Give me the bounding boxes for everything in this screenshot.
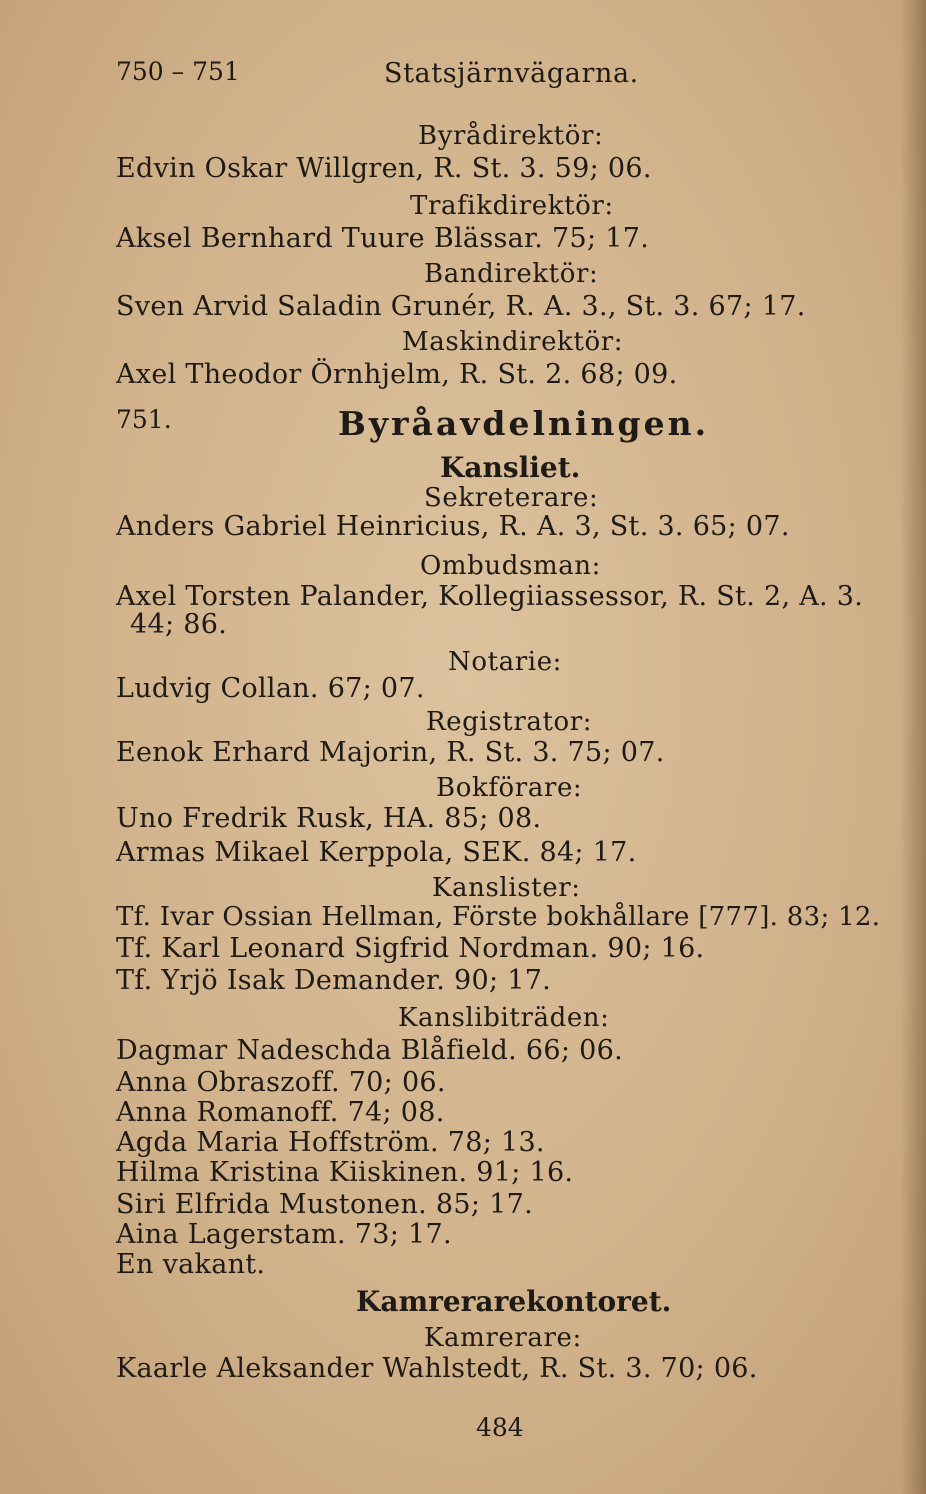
- entry-line: Kaarle Aleksander Wahlstedt, R. St. 3. 70; 06.: [116, 1353, 758, 1384]
- role-heading: Ombudsman:: [420, 551, 602, 581]
- entry-line: Tf. Yrjö Isak Demander. 90; 17.: [116, 965, 552, 996]
- entry-line: Tf. Ivar Ossian Hellman, Förste bokhållare [777]. 83; 12.: [116, 902, 881, 932]
- entry-line: Uno Fredrik Rusk, HA. 85; 08.: [116, 803, 542, 834]
- entry-line: Dagmar Nadeschda Blåfield. 66; 06.: [116, 1035, 623, 1066]
- entry-line: Aina Lagerstam. 73; 17.: [116, 1219, 452, 1250]
- entry-line: Aksel Bernhard Tuure Blässar. 75; 17.: [116, 223, 650, 254]
- entry-line: Hilma Kristina Kiiskinen. 91; 16.: [116, 1157, 574, 1188]
- role-heading: Trafikdirektör:: [410, 191, 614, 221]
- entry-line: Ludvig Collan. 67; 07.: [116, 673, 425, 704]
- entry-line: Axel Theodor Örnhjelm, R. St. 2. 68; 09.: [116, 359, 678, 390]
- entry-line: 44; 86.: [130, 609, 228, 640]
- entry-line: Siri Elfrida Mustonen. 85; 17.: [116, 1189, 533, 1220]
- role-heading: Maskindirektör:: [402, 327, 624, 357]
- entry-line: Edvin Oskar Willgren, R. St. 3. 59; 06.: [116, 153, 652, 184]
- role-heading: Notarie:: [448, 647, 563, 677]
- role-heading: Sekreterare:: [424, 483, 599, 513]
- role-heading: Registrator:: [426, 707, 593, 737]
- section-title: Byråavdelningen.: [338, 404, 710, 443]
- entry-line: Axel Torsten Palander, Kollegiiassessor, R. St. 2, A. 3.: [116, 581, 864, 612]
- office-title: Kamrerarekontoret.: [356, 1285, 672, 1318]
- entry-line: Tf. Karl Leonard Sigfrid Nordman. 90; 16.: [116, 933, 705, 964]
- section-number: 751.: [116, 405, 172, 434]
- entry-line: Anders Gabriel Heinricius, R. A. 3, St. 3. 65; 07.: [116, 511, 790, 542]
- section-subtitle: Kansliet.: [440, 451, 581, 484]
- role-heading: Kanslibiträden:: [398, 1003, 610, 1033]
- role-heading: Kanslister:: [432, 873, 581, 903]
- entry-line: Agda Maria Hoffström. 78; 13.: [116, 1127, 545, 1158]
- entry-line: Anna Romanoff. 74; 08.: [116, 1097, 445, 1128]
- entry-line: En vakant.: [116, 1249, 266, 1280]
- role-heading: Bandirektör:: [424, 259, 599, 289]
- entry-line: Anna Obraszoff. 70; 06.: [116, 1067, 446, 1098]
- entry-line: Sven Arvid Saladin Grunér, R. A. 3., St. 3. 67; 17.: [116, 291, 806, 322]
- role-heading: Bokförare:: [436, 773, 583, 803]
- running-title: Statsjärnvägarna.: [384, 58, 639, 89]
- role-heading: Byrådirektör:: [418, 121, 604, 151]
- page-range: 750 – 751: [116, 57, 240, 86]
- page-number: 484: [476, 1413, 524, 1442]
- entry-line: Eenok Erhard Majorin, R. St. 3. 75; 07.: [116, 737, 665, 768]
- entry-line: Armas Mikael Kerppola, SEK. 84; 17.: [116, 837, 637, 868]
- role-heading: Kamrerare:: [424, 1323, 582, 1353]
